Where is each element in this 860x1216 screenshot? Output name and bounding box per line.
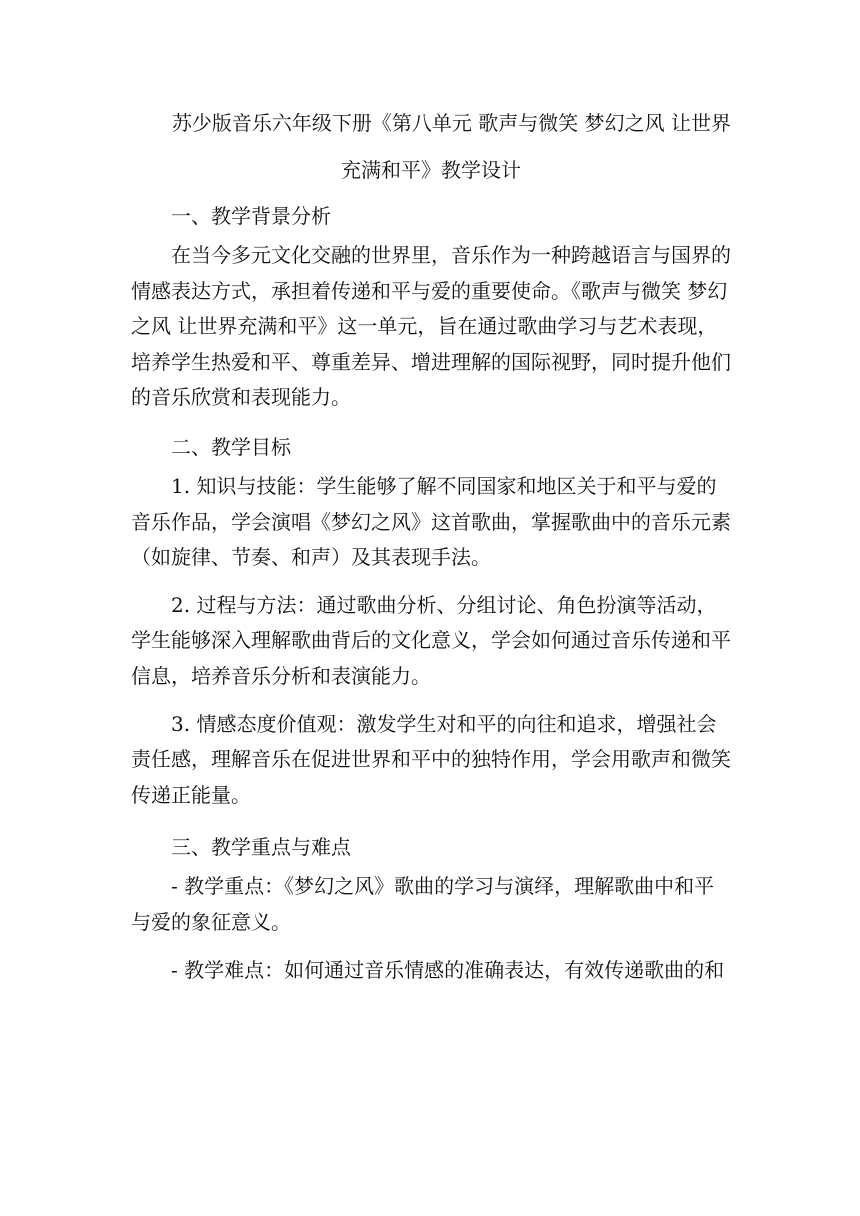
goal-process-paragraph	[131, 588, 731, 695]
paragraph-line: 培养学生热爱和平、尊重差异、增进理解的国际视野，同时提升他们	[131, 349, 731, 374]
paragraph-line: 信息，培养音乐分析和表演能力。	[131, 663, 431, 688]
paragraph-line: 音乐作品，学会演唱《梦幻之风》这首歌曲，掌握歌曲中的音乐元素	[131, 509, 731, 534]
paragraph-line: 的音乐欣赏和表现能力。	[131, 385, 351, 410]
section-background-paragraph	[131, 238, 731, 416]
paragraph-line: 3. 情感态度价值观：激发学生对和平的向往和追求，增强社会	[171, 711, 717, 736]
document-title-line-2: 充满和平》教学设计	[341, 158, 521, 182]
section-heading-key-points: 三、教学重点与难点	[171, 835, 351, 860]
paragraph-line: - 教学难点：如何通过音乐情感的准确表达，有效传递歌曲的和	[171, 957, 725, 982]
paragraph-line: 2. 过程与方法：通过歌曲分析、分组讨论、角色扮演等活动，	[171, 592, 717, 617]
paragraph-line: 传递正能量。	[131, 782, 251, 807]
paragraph-line: - 教学重点：《梦幻之风》歌曲的学习与演绎，理解歌曲中和平	[171, 874, 715, 899]
paragraph-line: 之风 让世界充满和平》这一单元，旨在通过歌曲学习与艺术表现，	[131, 314, 718, 339]
goal-emotion-paragraph	[131, 707, 731, 814]
section-heading-background: 一、教学背景分析	[171, 204, 331, 228]
paragraph-line: 在当今多元文化交融的世界里，音乐作为一种跨越语言与国界的	[171, 243, 731, 267]
paragraph-line: 责任感，理解音乐在促进世界和平中的独特作用，学会用歌声和微笑	[131, 747, 731, 772]
paragraph-line: 情感表达方式，承担着传递和平与爱的重要使命。《歌声与微笑 梦幻	[131, 278, 728, 303]
paragraph-line: （如旋律、节奏、和声）及其表现手法。	[131, 545, 491, 570]
paragraph-line: 学生能够深入理解歌曲背后的文化意义，学会如何通过音乐传递和平	[131, 628, 731, 653]
difficulty-paragraph	[131, 953, 731, 989]
key-point-paragraph	[131, 869, 731, 940]
document-title-line-1: 苏少版音乐六年级下册《第八单元 歌声与微笑 梦幻之风 让世界	[171, 111, 731, 135]
goal-knowledge-paragraph	[131, 469, 731, 576]
paragraph-line: 1. 知识与技能：学生能够了解不同国家和地区关于和平与爱的	[171, 473, 717, 498]
section-heading-goals: 二、教学目标	[171, 434, 291, 459]
paragraph-line: 与爱的象征意义。	[131, 909, 291, 934]
document-page	[131, 100, 731, 988]
